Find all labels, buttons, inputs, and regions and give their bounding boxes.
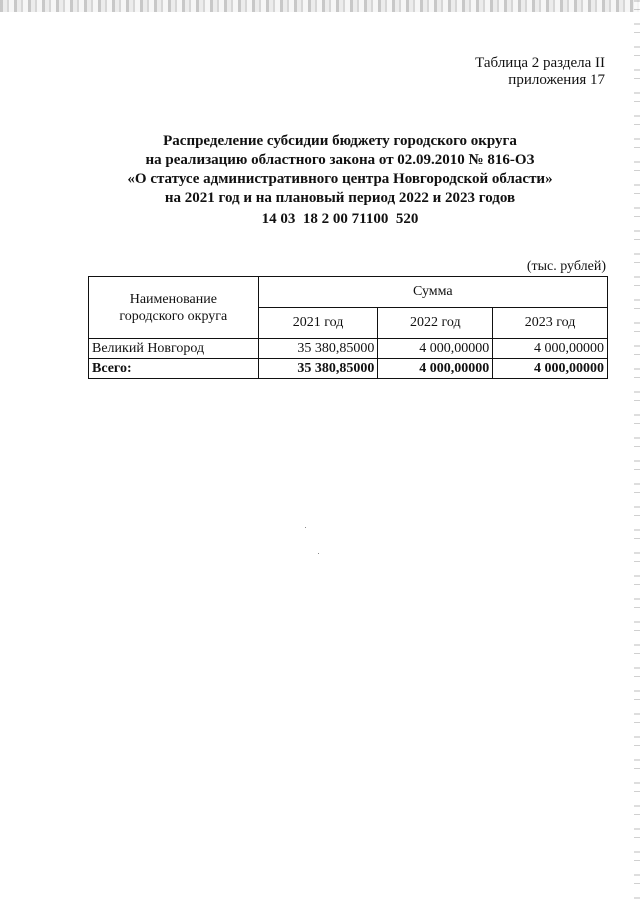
unit-label: (тыс. рублей) [526, 259, 606, 274]
value-2021-cell: 35 380,85000 [258, 339, 378, 359]
title-line-4: на 2021 год и на плановый период 2022 и 2023 годов [164, 190, 516, 206]
scan-speck [318, 553, 319, 554]
subsidy-table [88, 276, 608, 379]
value-2022-cell: 4 000,00000 [378, 339, 493, 359]
title-line-1: Распределение субсидии бюджету городского округа [163, 133, 517, 149]
budget-classification-code: 14 03 18 2 00 71100 520 [261, 211, 419, 227]
reference-line-1: Таблица 2 раздела II [475, 55, 605, 71]
total-label-cell: Всего: [89, 359, 259, 379]
total-2021-cell: 35 380,85000 [258, 359, 378, 379]
total-row [89, 359, 608, 379]
header-sum: Сумма [258, 277, 607, 308]
header-district-name [89, 277, 259, 339]
table-reference [475, 55, 605, 89]
total-2023-cell: 4 000,00000 [493, 359, 608, 379]
scan-speck [305, 527, 306, 528]
title-line-2: на реализацию областного закона от 02.09.2010 № 816-ОЗ [145, 152, 535, 168]
reference-line-2: приложения 17 [508, 72, 605, 88]
scan-artifact-top [0, 0, 640, 12]
total-2022-cell: 4 000,00000 [378, 359, 493, 379]
header-year-2023: 2023 год [493, 308, 608, 339]
header-year-2022: 2022 год [378, 308, 493, 339]
district-name-cell: Великий Новгород [89, 339, 259, 359]
document-title [0, 132, 640, 208]
value-2023-cell: 4 000,00000 [493, 339, 608, 359]
header-year-2021: 2021 год [258, 308, 378, 339]
header-name-line-1: Наименование [129, 291, 217, 307]
table-row [89, 339, 608, 359]
title-line-3: «О статусе административного центра Новгородской области» [127, 171, 553, 187]
header-name-line-2: городского округа [119, 308, 228, 324]
